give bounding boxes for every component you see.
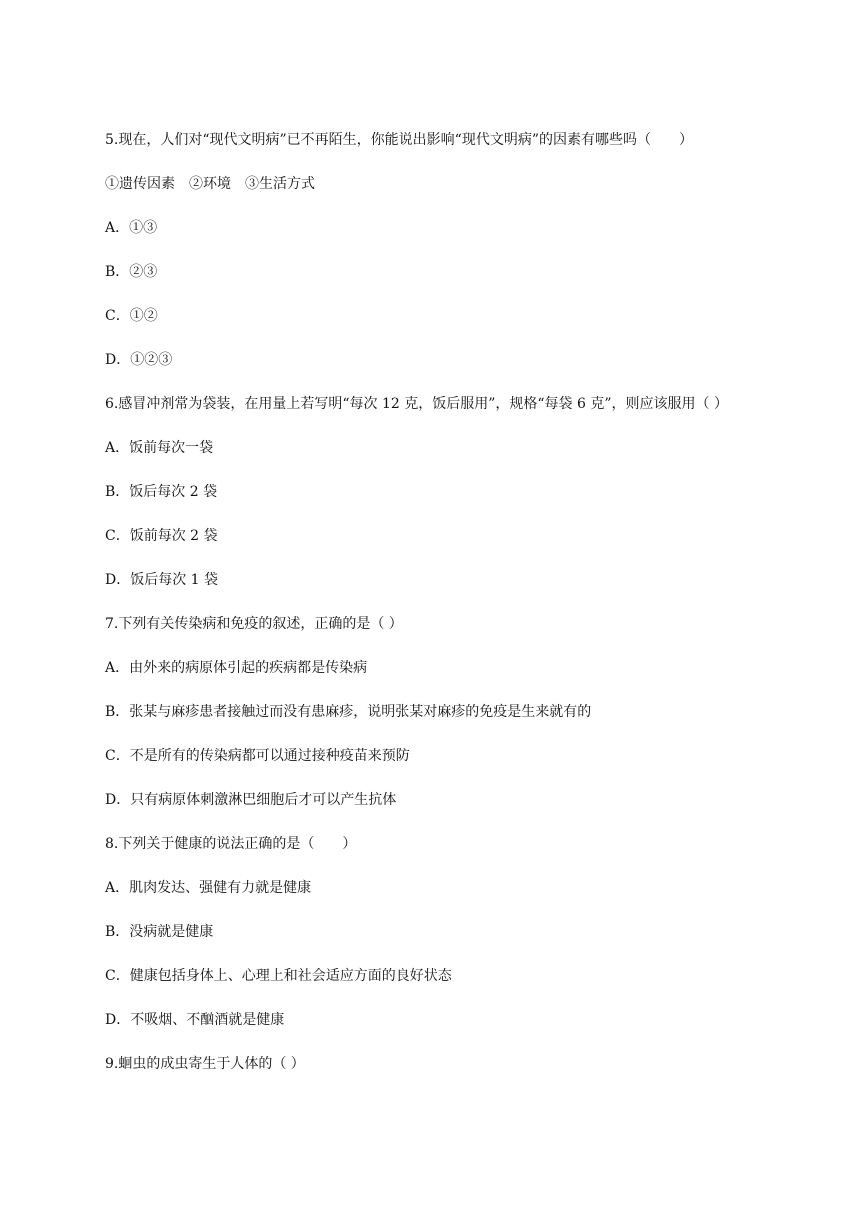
question-6-option-a: A．饭前每次一袋 <box>105 440 214 456</box>
question-8-option-a: A．肌肉发达、强健有力就是健康 <box>105 880 312 896</box>
question-7-option-a: A．由外来的病原体引起的疾病都是传染病 <box>105 660 368 676</box>
question-8-option-d: D．不吸烟、不酗酒就是健康 <box>105 1012 285 1028</box>
question-8-option-b: B．没病就是健康 <box>105 924 214 940</box>
question-7-option-b: B．张某与麻疹患者接触过而没有患麻疹，说明张某对麻疹的免疫是生来就有的 <box>105 704 592 720</box>
question-7-option-c: C．不是所有的传染病都可以通过接种疫苗来预防 <box>105 748 410 764</box>
question-5-option-a: A．①③ <box>105 220 158 236</box>
question-6-option-d: D．饭后每次 1 袋 <box>105 572 219 588</box>
question-5-stem: 5.现在，人们对“现代文明病”已不再陌生，你能说出影响“现代文明病”的因素有哪些吗（ ） <box>105 132 693 148</box>
question-9-stem: 9.蛔虫的成虫寄生于人体的（ ） <box>105 1056 305 1072</box>
question-8-stem: 8.下列关于健康的说法正确的是（ ） <box>105 836 357 852</box>
question-7-option-d: D．只有病原体刺激淋巴细胞后才可以产生抗体 <box>105 792 397 808</box>
question-6-option-c: C．饭前每次 2 袋 <box>105 528 218 544</box>
question-6-stem: 6.感冒冲剂常为袋装，在用量上若写明“每次 12 克，饭后服用”，规格“每袋 6 克”，则应该服用（ ） <box>105 396 728 412</box>
question-6-option-b: B．饭后每次 2 袋 <box>105 484 218 500</box>
question-8-option-c: C．健康包括身体上、心理上和社会适应方面的良好状态 <box>105 968 452 984</box>
question-5-option-d: D．①②③ <box>105 352 173 368</box>
question-5-factors: ①遗传因素 ②环境 ③生活方式 <box>105 176 315 192</box>
question-5-option-c: C．①② <box>105 308 158 324</box>
question-5-option-b: B．②③ <box>105 264 158 280</box>
question-7-stem: 7.下列有关传染病和免疫的叙述，正确的是（ ） <box>105 616 403 632</box>
